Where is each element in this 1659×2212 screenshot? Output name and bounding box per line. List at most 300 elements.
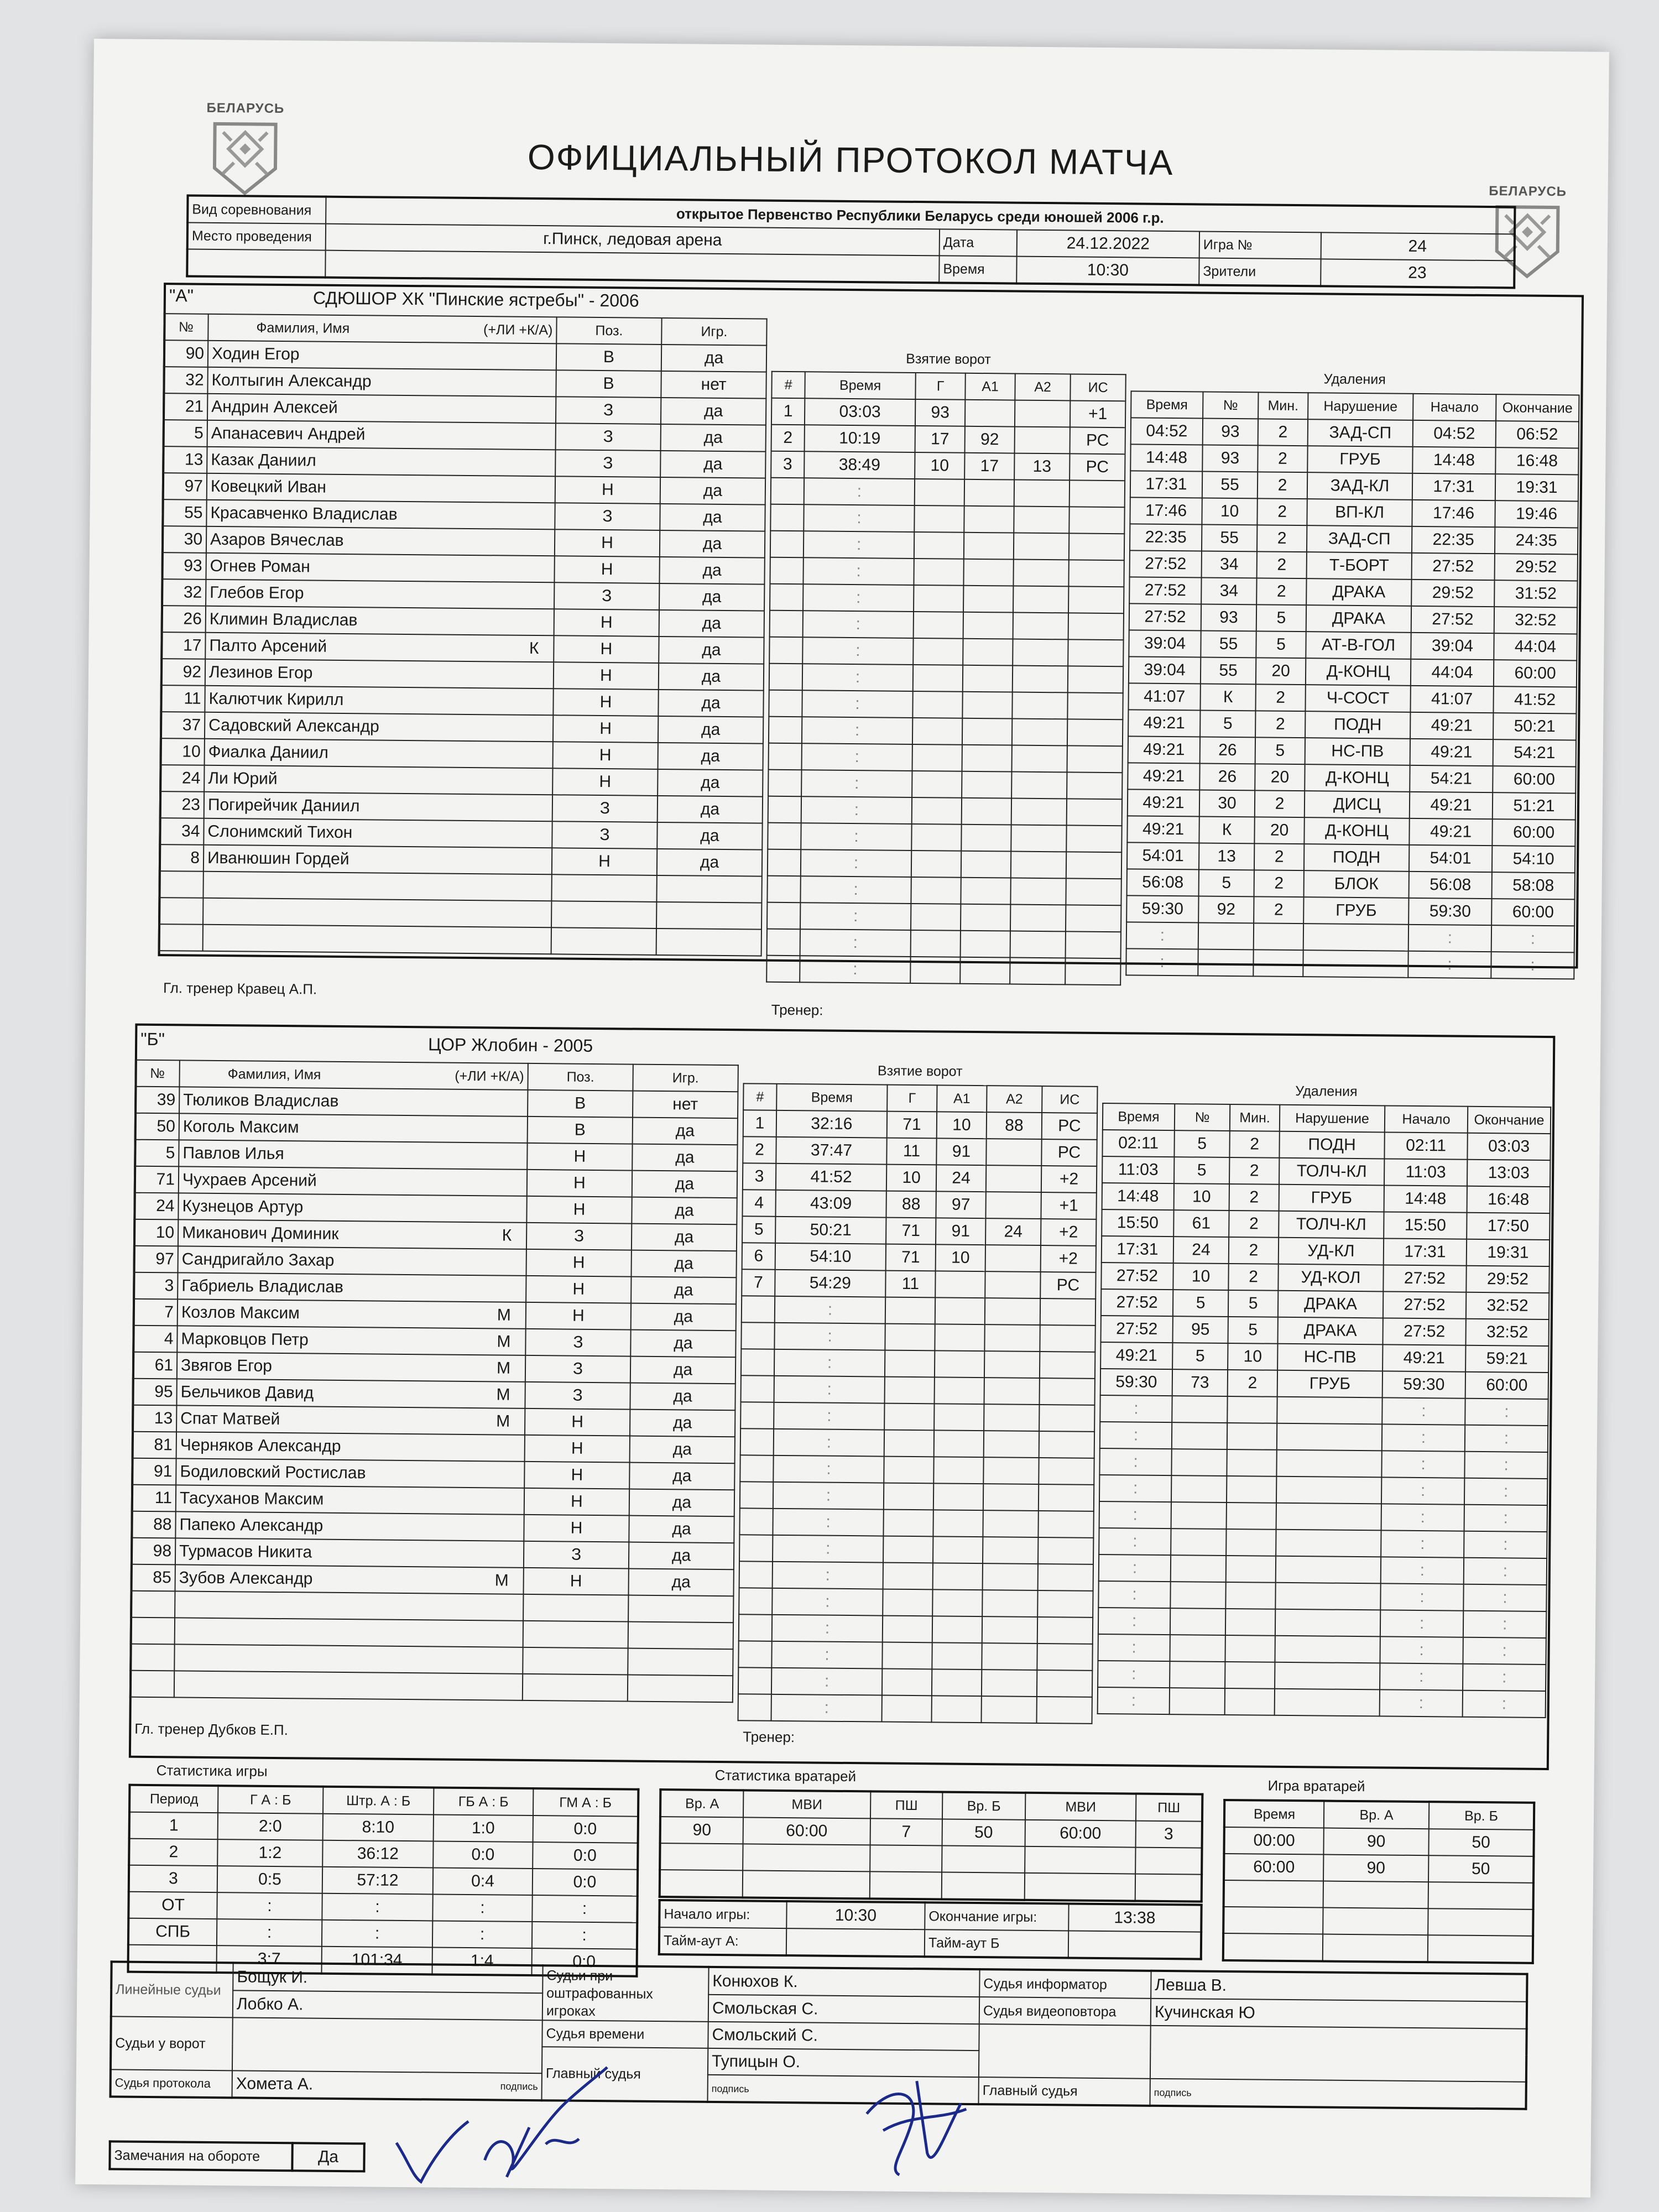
penalty-end: 60:00 — [1494, 660, 1577, 687]
info-judge-value: Левша В. — [1151, 1971, 1527, 2002]
player-name-cell — [207, 420, 556, 450]
player-played: да — [658, 796, 763, 823]
player-number: 10 — [134, 1219, 178, 1246]
penalty-end: 32:52 — [1466, 1292, 1549, 1319]
empty-cell — [656, 902, 761, 930]
empty-cell: : — [802, 664, 913, 691]
empty-cell — [1227, 1396, 1277, 1423]
empty-cell — [982, 1590, 1037, 1617]
penalty-player: К — [1199, 816, 1254, 843]
empty-cell — [740, 1481, 773, 1509]
player-position: В — [556, 343, 661, 371]
empty-cell — [934, 1404, 984, 1431]
penalty-start: 15:50 — [1384, 1212, 1467, 1239]
penalty-infraction: ДРАКА — [1277, 1317, 1383, 1345]
goal-number: 3 — [743, 1163, 776, 1190]
empty-cell — [1170, 1635, 1225, 1662]
goal-row-empty — [740, 1481, 1094, 1511]
empty-cell — [741, 1375, 774, 1402]
player-number: 24 — [134, 1193, 178, 1220]
goalie-stats-cell: 50 — [942, 1819, 1025, 1846]
player-played: да — [660, 477, 765, 505]
goal-situation: +2 — [1041, 1245, 1096, 1272]
empty-cell: : — [1463, 1664, 1546, 1691]
empty-cell — [1013, 666, 1068, 693]
empty-cell — [885, 1350, 935, 1378]
penalty-infraction: ЗАД-СП — [1308, 419, 1413, 447]
empty-cell: : — [774, 1376, 885, 1404]
team-a-goals-title: Взятие ворот — [906, 351, 991, 368]
penalty-player: 93 — [1202, 445, 1258, 472]
player-position: Н — [525, 1435, 630, 1463]
player-number: 5 — [134, 1140, 179, 1167]
empty-cell — [551, 901, 656, 928]
penbox-judge-1: Конюхов К. — [708, 1967, 979, 1997]
goal-scorer: 71 — [886, 1218, 936, 1245]
player-played: да — [658, 716, 763, 744]
penalty-minutes: 2 — [1228, 1264, 1278, 1291]
penalty-start: 49:21 — [1410, 712, 1493, 739]
goal-time: 41:52 — [776, 1164, 886, 1191]
goalie-play-table — [1222, 1799, 1536, 1964]
empty-cell — [1068, 639, 1123, 666]
empty-cell — [1171, 1555, 1226, 1582]
player-position: З — [525, 1382, 630, 1410]
game-value: 24 — [1321, 232, 1515, 260]
goal-row — [743, 1136, 1097, 1166]
goal-row-empty — [738, 1667, 1092, 1697]
player-position: Н — [554, 609, 659, 637]
penalty-minutes: 5 — [1228, 1290, 1278, 1317]
empty-cell — [932, 1642, 982, 1670]
goalie-play-cell: 50 — [1428, 1829, 1533, 1856]
goal-assist-1: 97 — [936, 1191, 985, 1218]
penalty-start: 27:52 — [1383, 1318, 1465, 1345]
player-name: Папеко Александр — [179, 1515, 324, 1535]
player-position: Н — [554, 556, 659, 583]
penalty-player: 95 — [1172, 1316, 1228, 1343]
empty-cell — [1223, 1933, 1323, 1961]
stats-cell: СПБ — [128, 1918, 217, 1945]
empty-cell: : — [1465, 1399, 1548, 1426]
penalty-infraction: ПОДН — [1304, 844, 1409, 872]
empty-cell — [740, 1402, 774, 1429]
player-played: да — [632, 1197, 737, 1225]
penalty-time: 49:21 — [1128, 709, 1200, 737]
penalty-end: 60:00 — [1493, 766, 1575, 793]
pen-min-header: Мин. — [1230, 1104, 1280, 1131]
penalty-infraction: Ч-СОСТ — [1305, 685, 1410, 712]
penalty-time: 27:52 — [1101, 1316, 1173, 1343]
stats-cell: 3 — [129, 1865, 217, 1892]
penalty-end: 29:52 — [1466, 1266, 1549, 1293]
player-position: Н — [553, 688, 658, 716]
protocol-sign-label: подпись — [500, 2080, 538, 2093]
empty-cell — [1067, 719, 1123, 746]
player-name: Калютчик Кирилл — [208, 689, 344, 709]
player-number: 92 — [161, 659, 205, 686]
goal-row-empty — [739, 1535, 1093, 1564]
goal-a2-header: А2 — [987, 1086, 1042, 1113]
empty-cell — [932, 1616, 982, 1643]
goal-row-empty — [740, 1455, 1094, 1485]
penalty-minutes: 5 — [1256, 631, 1306, 658]
penalty-end: 60:00 — [1491, 899, 1574, 926]
player-position: Н — [553, 742, 658, 769]
goal-assist-2 — [986, 1165, 1041, 1192]
empty-cell — [1039, 1405, 1094, 1432]
penalty-start: 14:48 — [1384, 1185, 1467, 1212]
goal-number: 7 — [742, 1269, 775, 1296]
empty-cell: : — [1382, 1424, 1465, 1451]
penalty-minutes: 2 — [1257, 525, 1307, 552]
goal-row — [771, 451, 1125, 481]
penalty-row — [1102, 1236, 1550, 1266]
empty-cell — [1039, 1484, 1094, 1511]
empty-cell — [1010, 958, 1065, 985]
empty-cell — [1067, 772, 1122, 799]
empty-cell — [1038, 1511, 1093, 1538]
date-value: 24.12.2022 — [1017, 230, 1199, 258]
empty-cell — [1276, 1556, 1381, 1584]
venue-label: Место проведения — [187, 222, 326, 250]
empty-cell — [1066, 931, 1121, 958]
empty-cell — [130, 1644, 174, 1671]
empty-cell — [768, 770, 801, 797]
player-name: Азаров Вячеслав — [210, 530, 344, 550]
penalty-row — [1100, 1342, 1548, 1373]
empty-cell — [131, 1591, 175, 1618]
penalty-player: 55 — [1201, 631, 1256, 658]
empty-cell — [770, 504, 804, 531]
penalty-row — [1127, 816, 1575, 846]
player-played: да — [629, 1516, 734, 1543]
goal-number: 6 — [742, 1243, 775, 1270]
empty-cell — [1303, 924, 1408, 951]
goal-time: 10:19 — [805, 425, 915, 452]
player-position: З — [554, 582, 659, 610]
player-name-cell — [178, 1272, 526, 1302]
empty-cell — [1170, 1688, 1225, 1715]
goal-assist-1: 91 — [936, 1138, 986, 1165]
penalty-time: 54:01 — [1127, 842, 1199, 869]
chief-judge-label: Главный судья — [541, 2047, 708, 2102]
empty-cell — [914, 532, 964, 559]
penalty-infraction: ДРАКА — [1306, 605, 1411, 633]
penalty-player: 10 — [1202, 498, 1257, 525]
penalty-start: 54:01 — [1409, 845, 1492, 872]
penalty-row — [1102, 1209, 1550, 1240]
empty-cell — [912, 744, 962, 771]
player-name: Красавченко Владислав — [210, 503, 398, 524]
stats-cell: 101:34 — [321, 1947, 432, 1975]
empty-cell — [961, 851, 1011, 878]
empty-cell — [159, 924, 203, 951]
empty-cell — [771, 478, 804, 505]
penalty-minutes: 2 — [1228, 1370, 1277, 1397]
empty-cell: : — [1463, 1637, 1546, 1665]
team-a-penalties — [1125, 390, 1579, 979]
goal-assist-2 — [985, 1192, 1041, 1219]
goalie-stats-header: МВИ — [1025, 1793, 1136, 1821]
penalty-end: 29:52 — [1495, 554, 1578, 581]
penalty-minutes: 5 — [1228, 1317, 1277, 1344]
player-name-cell — [204, 792, 552, 821]
empty-cell — [884, 1457, 933, 1484]
empty-cell — [933, 1563, 983, 1590]
goal-row-empty — [768, 823, 1121, 853]
empty-cell — [984, 1378, 1040, 1405]
empty-cell: : — [1382, 1397, 1465, 1425]
goalie-stats-cell: 90 — [660, 1817, 743, 1844]
goal-row — [742, 1190, 1096, 1219]
penalty-minutes: 2 — [1254, 870, 1304, 897]
penalty-start: 27:52 — [1411, 606, 1494, 633]
player-number: 50 — [135, 1113, 179, 1140]
penalty-infraction: Д-КОНЦ — [1304, 817, 1409, 845]
player-number: 24 — [160, 765, 204, 792]
penalty-minutes: 2 — [1254, 896, 1303, 924]
goalie-play-row — [1224, 1854, 1533, 1883]
empty-cell — [1065, 958, 1120, 985]
goal-number: 3 — [771, 451, 804, 478]
empty-cell — [1227, 1423, 1277, 1450]
penalty-minutes: 20 — [1256, 658, 1306, 685]
empty-cell: : — [1380, 1689, 1463, 1717]
player-name: Миканович Доминик — [182, 1223, 339, 1243]
roster-name-header — [179, 1060, 528, 1089]
empty-cell — [770, 557, 803, 585]
penalty-row-empty — [1126, 922, 1574, 952]
empty-cell — [911, 930, 961, 957]
player-played: да — [658, 690, 763, 717]
empty-cell — [935, 1324, 984, 1351]
empty-cell — [1068, 586, 1124, 613]
penalty-minutes: 20 — [1254, 817, 1304, 844]
penalty-start: 27:52 — [1383, 1291, 1466, 1318]
roster-li-header: (+ЛИ +К/А) — [483, 322, 553, 338]
penalty-infraction: Т-БОРТ — [1307, 552, 1412, 580]
player-played: да — [629, 1463, 734, 1490]
player-position: З — [525, 1329, 630, 1357]
penalty-minutes: 2 — [1255, 790, 1305, 817]
player-number: 7 — [133, 1299, 178, 1326]
penalty-end: 54:10 — [1492, 846, 1575, 873]
empty-cell: : — [800, 902, 911, 930]
empty-cell — [1039, 1431, 1094, 1458]
player-name-cell — [207, 473, 555, 503]
empty-cell: : — [774, 1323, 885, 1350]
pen-num-header: № — [1175, 1104, 1230, 1131]
player-name: Черняков Александр — [180, 1436, 341, 1455]
player-position: Н — [524, 1488, 629, 1516]
goal-assist-2 — [985, 1245, 1041, 1272]
start-label: Начало игры: — [659, 1900, 786, 1928]
time-label: Время — [939, 255, 1016, 283]
player-name: Бельчиков Давид — [180, 1383, 314, 1402]
penalty-row — [1130, 471, 1578, 501]
empty-cell — [741, 1349, 774, 1376]
empty-cell — [912, 718, 962, 745]
goal-row-empty — [769, 743, 1123, 773]
empty-cell — [551, 927, 656, 955]
logo-right-text: БЕЛАРУСЬ — [1489, 184, 1567, 200]
video-judge-label: Судья видеоповтора — [979, 1997, 1151, 2026]
penalty-minutes: 20 — [1255, 764, 1305, 791]
penalty-time: 17:31 — [1130, 471, 1202, 498]
penalty-start: 49:21 — [1410, 792, 1493, 819]
empty-cell: : — [804, 478, 915, 505]
penalty-player: 26 — [1200, 737, 1255, 764]
player-position: Н — [555, 476, 660, 504]
empty-cell — [1172, 1422, 1227, 1449]
stats-cell: 0:5 — [217, 1866, 322, 1893]
penalty-player: 5 — [1174, 1157, 1229, 1184]
empty-cell: : — [774, 1402, 884, 1430]
player-name-cell — [204, 765, 552, 795]
stats-row — [129, 1812, 638, 1843]
empty-cell — [769, 664, 802, 691]
notes-table — [108, 2140, 365, 2172]
empty-cell: : — [774, 1349, 885, 1377]
player-played: да — [632, 1171, 737, 1198]
empty-cell — [961, 904, 1010, 931]
goalie-stats-header: Вр. А — [660, 1790, 743, 1817]
goal-assist-2 — [985, 1271, 1040, 1298]
empty-cell — [628, 1595, 733, 1623]
penalty-time: 17:31 — [1102, 1236, 1173, 1263]
player-number: 71 — [134, 1166, 179, 1193]
penalty-row — [1101, 1316, 1549, 1346]
penalty-row-empty — [1098, 1687, 1546, 1718]
empty-cell — [911, 824, 961, 851]
empty-cell: : — [1099, 1554, 1171, 1582]
pen-end-header: Окончание — [1496, 394, 1579, 421]
player-name-cell — [205, 659, 554, 688]
penalty-time: 56:08 — [1127, 869, 1199, 896]
empty-cell — [961, 825, 1011, 852]
empty-cell — [984, 1404, 1039, 1431]
penalty-minutes: 2 — [1257, 498, 1307, 525]
goal-row-empty — [770, 611, 1124, 640]
goalie-stats-cell: 60:00 — [743, 1817, 870, 1845]
penalty-player: 61 — [1173, 1210, 1229, 1237]
empty-cell: : — [1099, 1528, 1171, 1555]
player-played: да — [660, 530, 765, 558]
empty-cell: : — [1126, 948, 1198, 975]
penalty-row — [1128, 683, 1576, 713]
penalty-row — [1102, 1183, 1550, 1213]
penalty-infraction: ДИСЦ — [1305, 791, 1410, 818]
roster-name-header-text: Фамилия, Имя — [227, 1066, 321, 1083]
penalty-start: 49:21 — [1410, 739, 1493, 766]
player-played: да — [659, 583, 764, 611]
penalty-minutes: 2 — [1229, 1184, 1279, 1211]
empty-cell — [769, 637, 802, 664]
player-played: да — [629, 1542, 734, 1570]
penalty-start: 17:31 — [1412, 473, 1495, 500]
empty-cell — [770, 611, 803, 638]
empty-cell — [961, 931, 1010, 958]
empty-cell — [932, 1589, 982, 1616]
team-a-head-coach: Гл. тренер Кравец А.П. — [163, 979, 317, 998]
player-position: З — [555, 450, 660, 477]
roster-li-header: (+ЛИ +К/А) — [455, 1068, 524, 1084]
player-number: 26 — [161, 606, 206, 633]
player-played: да — [657, 849, 762, 877]
player-played: да — [632, 1144, 737, 1172]
empty-cell — [1013, 586, 1068, 613]
penalty-infraction: УД-КОЛ — [1278, 1264, 1383, 1292]
player-mark: К — [529, 639, 539, 658]
empty-cell — [1066, 878, 1121, 905]
empty-cell — [962, 692, 1012, 719]
player-name-cell — [178, 1193, 526, 1222]
player-played: да — [659, 610, 764, 638]
goal-situation: +1 — [1041, 1192, 1096, 1219]
goalie-play-header: Вр. А — [1324, 1801, 1429, 1829]
empty-cell — [1198, 922, 1254, 950]
empty-cell — [935, 1350, 984, 1378]
player-number: 34 — [159, 818, 204, 845]
penalty-infraction: ЗАД-СП — [1307, 525, 1412, 553]
player-number: 91 — [132, 1458, 176, 1485]
empty-cell — [739, 1561, 773, 1588]
goal-row-empty — [770, 557, 1124, 587]
penalty-infraction: ТОЛЧ-КЛ — [1279, 1158, 1384, 1186]
team-b-goals-title: Взятие ворот — [877, 1063, 963, 1079]
penalty-minutes: 2 — [1229, 1237, 1279, 1264]
player-name: Фиалка Даниил — [208, 742, 329, 762]
penalty-row — [1127, 869, 1575, 899]
penalty-player: 5 — [1174, 1130, 1229, 1157]
team-a-name: СДЮШОР ХК "Пинские ястребы" - 2006 — [312, 288, 639, 311]
goalie-stats-header: ПШ — [1136, 1794, 1202, 1822]
empty-cell — [768, 796, 801, 823]
player-name: Кузнецов Артур — [182, 1197, 304, 1217]
player-position: З — [552, 821, 657, 849]
penalty-time: 17:46 — [1130, 497, 1202, 524]
empty-cell: : — [1380, 1663, 1463, 1690]
goal-scorer-header: Г — [915, 373, 965, 400]
empty-cell — [1038, 1564, 1093, 1591]
goal-situation: +2 — [1041, 1166, 1097, 1193]
player-name-cell — [206, 500, 555, 529]
goal-situation: +2 — [1041, 1219, 1096, 1246]
empty-cell — [174, 1644, 523, 1673]
player-name-cell — [177, 1326, 525, 1355]
empty-cell: : — [803, 584, 914, 612]
penalty-end: 13:03 — [1467, 1160, 1550, 1187]
goalie-stats-header: МВИ — [743, 1790, 870, 1818]
empty-cell — [766, 956, 800, 983]
penalty-infraction: ДРАКА — [1306, 578, 1411, 606]
penalty-player: 5 — [1200, 711, 1255, 738]
empty-cell — [741, 1322, 774, 1349]
empty-cell — [738, 1641, 771, 1668]
empty-cell — [1170, 1608, 1225, 1635]
penalty-end: 17:50 — [1467, 1213, 1550, 1240]
player-played: да — [631, 1277, 736, 1305]
penalty-player: 55 — [1202, 472, 1258, 499]
penalty-row-empty — [1098, 1634, 1546, 1665]
empty-cell — [1040, 1298, 1095, 1326]
player-name: Ходин Егор — [211, 344, 300, 364]
pen-inf-header: Нарушение — [1308, 393, 1413, 420]
empty-cell — [739, 1508, 773, 1535]
player-played: да — [660, 504, 765, 531]
empty-cell: : — [773, 1509, 883, 1536]
